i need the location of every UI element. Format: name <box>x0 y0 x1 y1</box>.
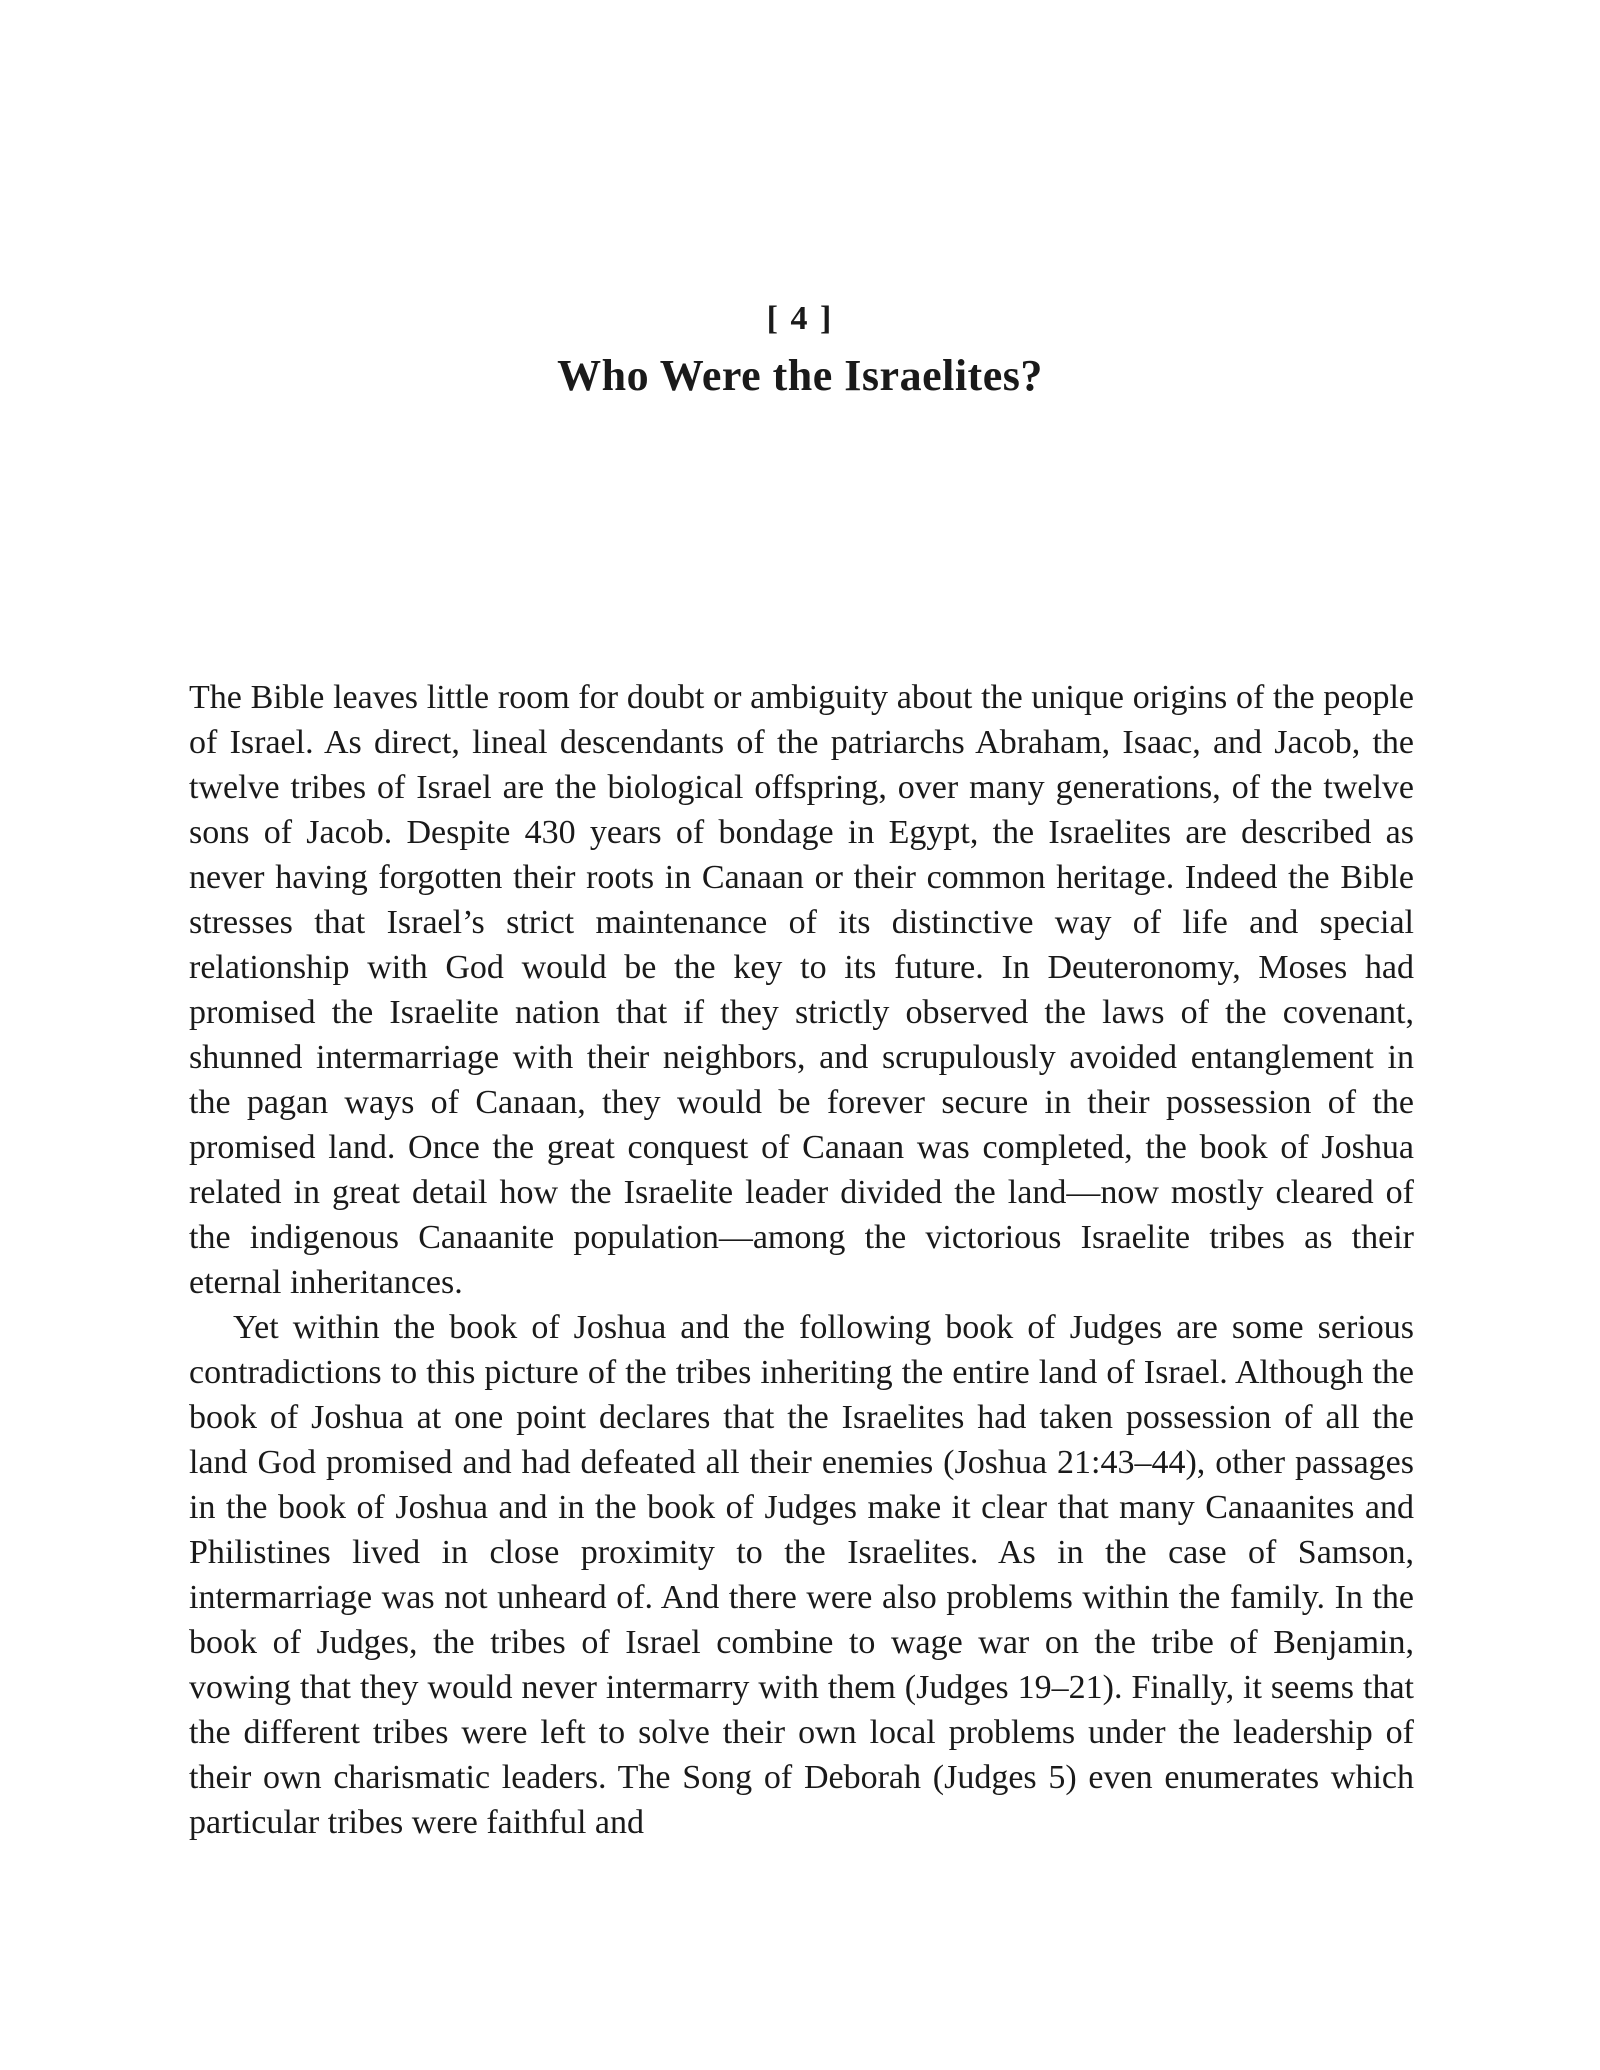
body-text <box>189 675 1414 1845</box>
chapter-title: Who Were the Israelites? <box>557 351 1043 400</box>
paragraph-1: The Bible leaves little room for doubt or ambiguity about the unique origins of the people of Israel. As direct, lineal descendants of the patriarchs Abraham, Isaac, and Jacob, the twelve tribes of Israel are the biological offspring, over many generations, of the twelve sons of Jacob. Despite 430 years of bondage in Egypt, the Israelites are described as never having forgotten their roots in Canaan or their common heritage. Indeed the Bible stresses that Israel’s strict maintenance of its distinctive way of life and special relationship with God would be the key to its future. In Deuteronomy, Moses had promised the Israelite nation that if they strictly observed the laws of the covenant, shunned intermarriage with their neighbors, and scrupulously avoided entanglement in the pagan ways of Canaan, they would be forever secure in their possession of the promised land. Once the great conquest of Canaan was completed, the book of Joshua related in great detail how the Israelite leader divided the land—now mostly cleared of the indigenous Canaanite population—among the victorious Israelite tribes as their eternal inheritances. <box>189 679 1414 1301</box>
paragraph-2: Yet within the book of Joshua and the following book of Judges are some serious contradictions to this picture of the tribes inheriting the entire land of Israel. Although the book of Joshua at one point declares that the Israelites had taken possession of all the land God promised and had defeated all their enemies (Joshua 21:43–44), other passages in the book of Joshua and in the book of Judges make it clear that many Canaanites and Philistines lived in close proximity to the Israelites. As in the case of Samson, intermarriage was not unheard of. And there were also problems within the family. In the book of Judges, the tribes of Israel combine to wage war on the tribe of Benjamin, vowing that they would never intermarry with them (Judges 19–21). Finally, it seems that the different tribes were left to solve their own local problems under the leadership of their own charismatic leaders. The Song of Deborah (Judges 5) even enumerates which particular tribes were faithful and <box>189 1309 1414 1841</box>
chapter-number: [ 4 ] <box>766 300 834 337</box>
